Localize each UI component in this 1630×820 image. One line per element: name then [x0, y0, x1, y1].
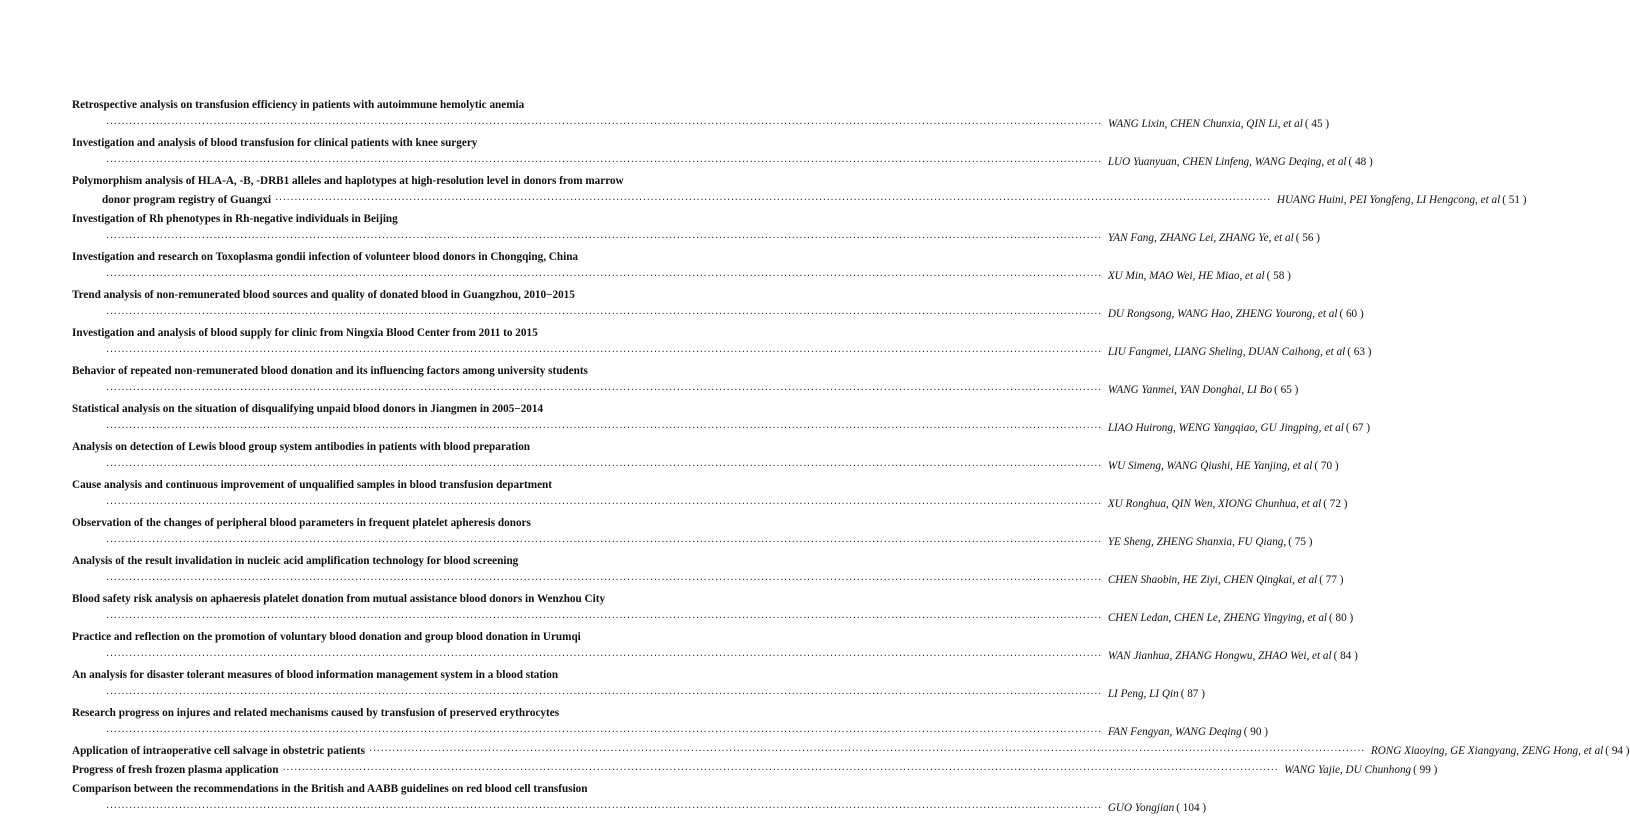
entry-page-number: ( 90 ): [1243, 726, 1268, 738]
entry-author-line: [72, 191, 1527, 210]
entry-title: Analysis of the result invalidation in nucleic acid amplification technology for blood screening: [72, 555, 519, 567]
entry-authors: FAN Fengyan, WANG Deqing: [1107, 726, 1242, 738]
entry-page-number: ( 67 ): [1345, 422, 1371, 434]
dot-leader: ····································································································································································································································································: [106, 499, 1102, 510]
entry-title: Behavior of repeated non-remunerated blood donation and its influencing factors among university students: [72, 365, 588, 377]
entry-author-line: [72, 495, 1348, 514]
toc-entry: [72, 210, 1320, 248]
entry-authors: CHEN Shaobin, HE Ziyi, CHEN Qingkai, et al: [1107, 574, 1318, 586]
toc-entry: [72, 761, 1438, 780]
entry-page-number: ( 72 ): [1323, 498, 1348, 510]
dot-leader: ····································································································································································································································································: [106, 689, 1102, 700]
entry-title: Investigation of Rh phenotypes in Rh-negative individuals in Beijing: [72, 213, 398, 225]
entry-title: Trend analysis of non-remunerated blood sources and quality of donated blood in Guangzhou, 2010−2015: [72, 289, 575, 301]
entry-author-line: [72, 533, 1313, 552]
entry-page-number: ( 104 ): [1176, 802, 1207, 814]
toc-entry: [72, 590, 1354, 628]
toc-entry: [72, 476, 1348, 514]
entry-title: An analysis for disaster tolerant measures of blood information management system in a blood station: [72, 669, 559, 681]
entry-title: Research progress on injures and related mechanisms caused by transfusion of preserved erythrocytes: [72, 707, 560, 719]
toc-entry: [72, 324, 1372, 362]
toc-entry: [72, 666, 1205, 704]
entry-authors: RONG Xiaoying, GE Xiangyang, ZENG Hong, et al: [1370, 745, 1604, 757]
entry-title: Retrospective analysis on transfusion efficiency in patients with autoimmune hemolytic anemia: [72, 99, 525, 111]
toc-entry: [72, 96, 1330, 134]
toc-entry: [72, 286, 1364, 324]
entry-page-number: ( 99 ): [1413, 764, 1438, 776]
entry-page-number: ( 48 ): [1348, 156, 1373, 168]
toc-entry: [72, 362, 1299, 400]
toc-entry: [72, 628, 1358, 666]
entry-title: Investigation and research on Toxoplasma gondii infection of volunteer blood donors in Chongqing, China: [72, 251, 579, 263]
entry-page-number: ( 63 ): [1347, 346, 1372, 358]
entry-author-line: [72, 305, 1364, 324]
entry-authors: DU Rongsong, WANG Hao, ZHENG Yourong, et al: [1107, 308, 1338, 320]
dot-leader: ····································································································································································································································································: [282, 765, 1279, 776]
entry-authors: HUANG Huini, PEI Yongfeng, LI Hengcong, et al: [1276, 194, 1501, 206]
entry-title: Observation of the changes of peripheral blood parameters in frequent platelet apheresis donors: [72, 517, 531, 529]
entry-title: Statistical analysis on the situation of disqualifying unpaid blood donors in Jiangmen in 2005−2014: [72, 403, 544, 415]
dot-leader: ····································································································································································································································································: [106, 423, 1102, 434]
entry-page-number: ( 87 ): [1180, 688, 1205, 700]
entry-author-line: [72, 685, 1205, 704]
entry-author-line: [72, 115, 1330, 134]
entry-author-line: [72, 609, 1354, 628]
entry-title: Cause analysis and continuous improvement of unqualified samples in blood transfusion department: [72, 479, 553, 491]
entry-author-line: [72, 343, 1372, 362]
dot-leader: ····································································································································································································································································: [106, 651, 1102, 662]
dot-leader: ····································································································································································································································································: [106, 233, 1102, 244]
entry-author-line: [72, 647, 1358, 666]
entry-author-line: [72, 761, 1438, 780]
toc-entry: [72, 742, 1630, 761]
entry-author-line: [72, 457, 1339, 476]
entry-authors: XU Ronghua, QIN Wen, XIONG Chunhua, et al: [1107, 498, 1322, 510]
entry-authors: YAN Fang, ZHANG Lei, ZHANG Ye, et al: [1107, 232, 1294, 244]
entry-page-number: ( 51 ): [1502, 194, 1527, 206]
entry-title: Application of intraoperative cell salvage in obstetric patients: [72, 745, 366, 757]
toc-entry: [72, 134, 1373, 172]
entry-author-line: [72, 153, 1373, 172]
table-of-contents: [72, 96, 1630, 818]
entry-title: Practice and reflection on the promotion of voluntary blood donation and group blood donation in Urumqi: [72, 631, 581, 643]
dot-leader: ····································································································································································································································································: [106, 613, 1102, 624]
entry-authors: LUO Yuanyuan, CHEN Linfeng, WANG Deqing, et al: [1107, 156, 1347, 168]
entry-author-line: [72, 229, 1320, 248]
entry-author-line: [72, 267, 1291, 286]
toc-entry: [72, 514, 1313, 552]
dot-leader: ····································································································································································································································································: [106, 347, 1102, 358]
entry-author-line: [72, 381, 1299, 400]
dot-leader: ····································································································································································································································································: [106, 271, 1102, 282]
entry-page-number: ( 56 ): [1295, 232, 1320, 244]
entry-author-line: [72, 799, 1207, 818]
entry-authors: LI Peng, LI Qin: [1107, 688, 1179, 700]
dot-leader: ····································································································································································································································································: [369, 746, 1365, 757]
entry-title: Polymorphism analysis of HLA-A, -B, -DRB1 alleles and haplotypes at high-resolution level in donors from marrow: [72, 175, 624, 187]
toc-entry: [72, 780, 1207, 818]
dot-leader: ····································································································································································································································································: [106, 157, 1102, 168]
entry-author-line: [72, 419, 1371, 438]
entry-authors: XU Min, MAO Wei, HE Miao, et al: [1107, 270, 1265, 282]
entry-authors: LIAO Huirong, WENG Yangqiao, GU Jingping, et al: [1107, 422, 1344, 434]
entry-authors: LIU Fangmei, LIANG Sheling, DUAN Caihong, et al: [1107, 346, 1346, 358]
entry-authors: WANG Yanmei, YAN Donghai, LI Bo: [1107, 384, 1273, 396]
entry-authors: WU Simeng, WANG Qiushi, HE Yanjing, et al: [1107, 460, 1313, 472]
entry-page-number: ( 77 ): [1319, 574, 1344, 586]
entry-page-number: ( 58 ): [1266, 270, 1291, 282]
entry-authors: YE Sheng, ZHENG Shanxia, FU Qiang,: [1107, 536, 1287, 548]
toc-entry: [72, 400, 1371, 438]
toc-entry: [72, 552, 1344, 590]
entry-authors: WAN Jianhua, ZHANG Hongwu, ZHAO Wei, et al: [1107, 650, 1332, 662]
dot-leader: ····································································································································································································································································: [106, 575, 1102, 586]
toc-entry: [72, 438, 1339, 476]
entry-title: Investigation and analysis of blood transfusion for clinical patients with knee surgery: [72, 137, 478, 149]
entry-title: Analysis on detection of Lewis blood group system antibodies in patients with blood preparation: [72, 441, 531, 453]
entry-author-line: [72, 571, 1344, 590]
entry-page-number: ( 45 ): [1304, 118, 1330, 130]
entry-author-line: [72, 723, 1268, 742]
entry-title: Blood safety risk analysis on aphaeresis platelet donation from mutual assistance blood donors in Wenzhou City: [72, 593, 606, 605]
entry-authors: WANG Lixin, CHEN Chunxia, QIN Li, et al: [1107, 118, 1303, 130]
entry-authors: WANG Yajie, DU Chunhong: [1284, 764, 1412, 776]
entry-authors: CHEN Ledan, CHEN Le, ZHENG Yingying, et al: [1107, 612, 1328, 624]
entry-title: Comparison between the recommendations in the British and AABB guidelines on red blood cell transfusion: [72, 783, 588, 795]
dot-leader: ····································································································································································································································································: [106, 385, 1102, 396]
entry-page-number: ( 70 ): [1314, 460, 1339, 472]
dot-leader: ····································································································································································································································································: [106, 727, 1102, 738]
entry-page-number: ( 80 ): [1329, 612, 1354, 624]
toc-entry: [72, 248, 1291, 286]
entry-authors: GUO Yongjian: [1107, 802, 1175, 814]
entry-title-continued: donor program registry of Guangxi: [102, 194, 272, 206]
entry-page-number: ( 65 ): [1274, 384, 1299, 396]
entry-page-number: ( 84 ): [1333, 650, 1358, 662]
dot-leader: ····································································································································································································································································: [106, 537, 1102, 548]
toc-entry: [72, 172, 1527, 210]
entry-page-number: ( 94 ): [1605, 745, 1630, 757]
entry-title: Investigation and analysis of blood supply for clinic from Ningxia Blood Center from 2011 to 2015: [72, 327, 538, 339]
entry-page-number: ( 75 ): [1288, 536, 1313, 548]
toc-entry: [72, 704, 1268, 742]
entry-page-number: ( 60 ): [1339, 308, 1364, 320]
dot-leader: ····································································································································································································································································: [106, 119, 1102, 130]
entry-title: Progress of fresh frozen plasma application: [72, 764, 279, 776]
dot-leader: ····································································································································································································································································: [106, 461, 1102, 472]
dot-leader: ····································································································································································································································································: [106, 309, 1102, 320]
dot-leader: ····································································································································································································································································: [106, 803, 1102, 814]
dot-leader: ····································································································································································································································································: [275, 195, 1271, 206]
entry-author-line: [72, 742, 1630, 761]
